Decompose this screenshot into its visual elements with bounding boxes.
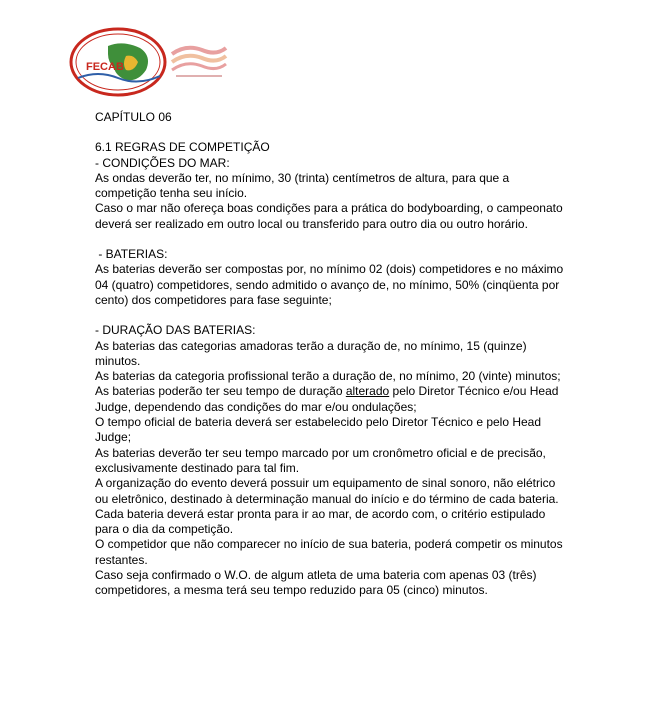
text-line: Caso o mar não ofereça boas condições para a prática do bodyboarding, o campeonato [95, 201, 563, 216]
text-line: Judge, dependendo das condições do mar e/ou ondulações; [95, 399, 417, 414]
text-line: As baterias deverão ser compostas por, no mínimo 02 (dois) competidores e no máximo [95, 262, 564, 277]
text-line: exclusivamente destinado para tal fim. [95, 460, 300, 475]
text-span: As baterias poderão ter seu tempo de duração [95, 384, 346, 399]
text-line: Caso seja confirmado o W.O. de algum atleta de uma bateria com apenas 03 (três) [95, 568, 537, 583]
text-line: deverá ser realizado em outro local ou transferido para outro dia ou outro horário. [95, 216, 528, 231]
text-line: As baterias da categoria profissional terão a duração de, no mínimo, 20 (vinte) minutos; [95, 369, 561, 384]
text-line: competição tenha seu início. [95, 186, 248, 201]
text-line: minutos. [95, 353, 141, 368]
logo-text: FECAB [86, 61, 124, 73]
underlined-word: alterado [345, 384, 390, 399]
text-line: As baterias das categorias amadoras terão a duração de, no mínimo, 15 (quinze) [95, 338, 527, 353]
text-line: O competidor que não comparecer no início de sua bateria, poderá competir os minutos [95, 537, 563, 552]
text-line: A organização do evento deverá possuir um equipamento de sinal sonoro, não elétrico [95, 476, 556, 491]
text-line [95, 384, 570, 399]
text-line: As ondas deverão ter, no mínimo, 30 (trinta) centímetros de altura, para que a [95, 170, 510, 185]
sea-heading: - CONDIÇÕES DO MAR: [95, 155, 230, 170]
text-line: O tempo oficial de bateria deverá ser estabelecido pelo Diretor Técnico e pelo Head [95, 415, 542, 430]
text-line: 04 (quatro) competidores, sendo admitido o avanço de, no mínimo, 50% (cinqüenta por [95, 277, 560, 292]
text-line: restantes. [95, 552, 148, 567]
text-line: cento) dos competidores para fase seguinte; [95, 292, 332, 307]
text-line: ou eletrônico, destinado à determinação manual do início e do término de cada bateria. [95, 491, 559, 506]
text-line: As baterias deverão ter seu tempo marcado por um cronômetro oficial e de precisão, [95, 445, 546, 460]
text-span: pelo Diretor Técnico e/ou Head [389, 384, 559, 399]
text-line: competidores, a mesma terá seu tempo reduzido para 05 (cinco) minutos. [95, 583, 488, 598]
text-line: Cada bateria deverá estar pronta para ir ao mar, de acordo com, o critério estipulado [95, 506, 546, 521]
fecab-logo [68, 26, 168, 98]
duration-heading: - DURAÇÃO DAS BATERIAS: [95, 323, 256, 338]
text-line: Judge; [95, 430, 132, 445]
section-title: 6.1 REGRAS DE COMPETIÇÃO [95, 140, 270, 155]
secondary-logo [166, 40, 230, 80]
chapter-title: CAPÍTULO 06 [95, 110, 172, 124]
document-body [95, 110, 570, 599]
text-line: para o dia da competição. [95, 522, 234, 537]
heats-heading: - BATERIAS: [95, 247, 168, 262]
